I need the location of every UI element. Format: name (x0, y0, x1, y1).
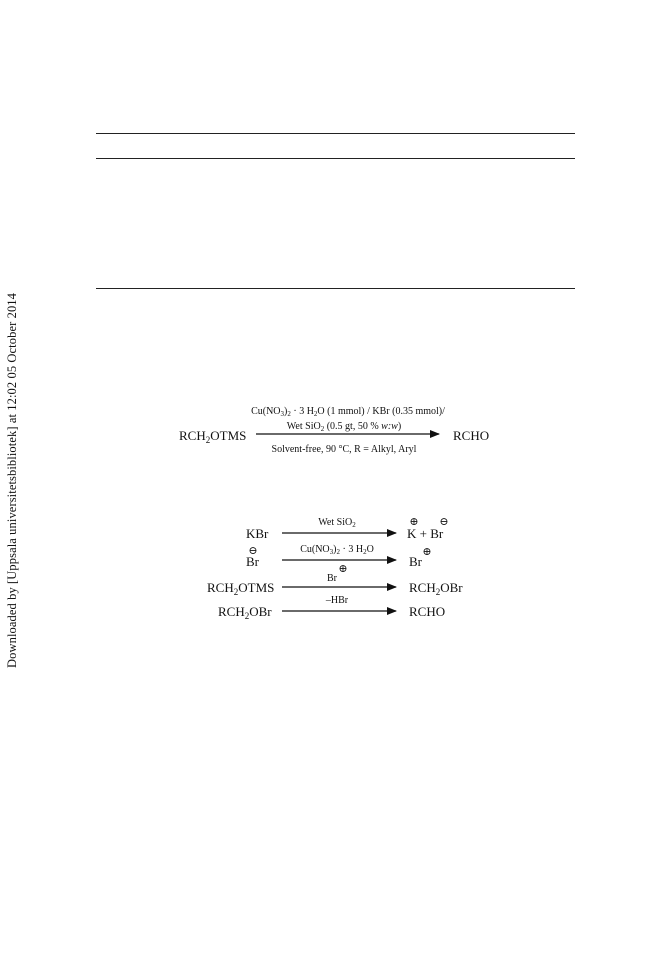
step1-plus-charge: ⊕ (409, 516, 419, 528)
step1-left: KBr (246, 526, 269, 541)
step1-reagent: Wet SiO$_2$ (318, 517, 356, 529)
step4-right: RCHO (409, 604, 446, 619)
scheme1 (179, 406, 489, 455)
scheme1-product: RCHO (453, 428, 490, 443)
scheme1-reagents-line2: Wet SiO$_2$ (0.5 gt, 50 % w:w) (286, 421, 402, 433)
step3-plus-charge: ⊕ (338, 563, 348, 575)
step4-left: $RCH_2OBr$ (218, 604, 272, 621)
step1-right: K + Br (407, 526, 444, 541)
scheme1-conditions: Solvent-free, 90 °C, R = Alkyl, Aryl (271, 444, 417, 455)
step3-reagent: Br (327, 573, 337, 584)
step1-minus-charge: ⊖ (439, 516, 449, 528)
step4-reagent: –HBr (325, 595, 349, 606)
scheme1-reagents-line1: $Cu(NO_3)_2 \cdot 3$ $H_2O$ (1 mmol) / KBr (0.35 mmol)/ (251, 406, 445, 418)
scheme1-reactant: $RCH_2OTMS$ (179, 428, 247, 445)
step3-left: $RCH_2OTMS$ (207, 580, 275, 597)
step2-right: Br (409, 554, 422, 569)
scheme2 (207, 516, 463, 621)
step3-right: $RCH_2OBr$ (409, 580, 463, 597)
download-note: Downloaded by [Uppsala universitetsbibliotek] at 12:02 05 October 2014 (4, 292, 19, 668)
step2-reagent: $Cu(NO_3)_2 \cdot 3$ $H_2O$ (300, 544, 374, 556)
step2-minus-charge: ⊖ (248, 545, 258, 557)
step2-plus-charge: ⊕ (422, 546, 432, 558)
step2-left: Br (246, 554, 259, 569)
